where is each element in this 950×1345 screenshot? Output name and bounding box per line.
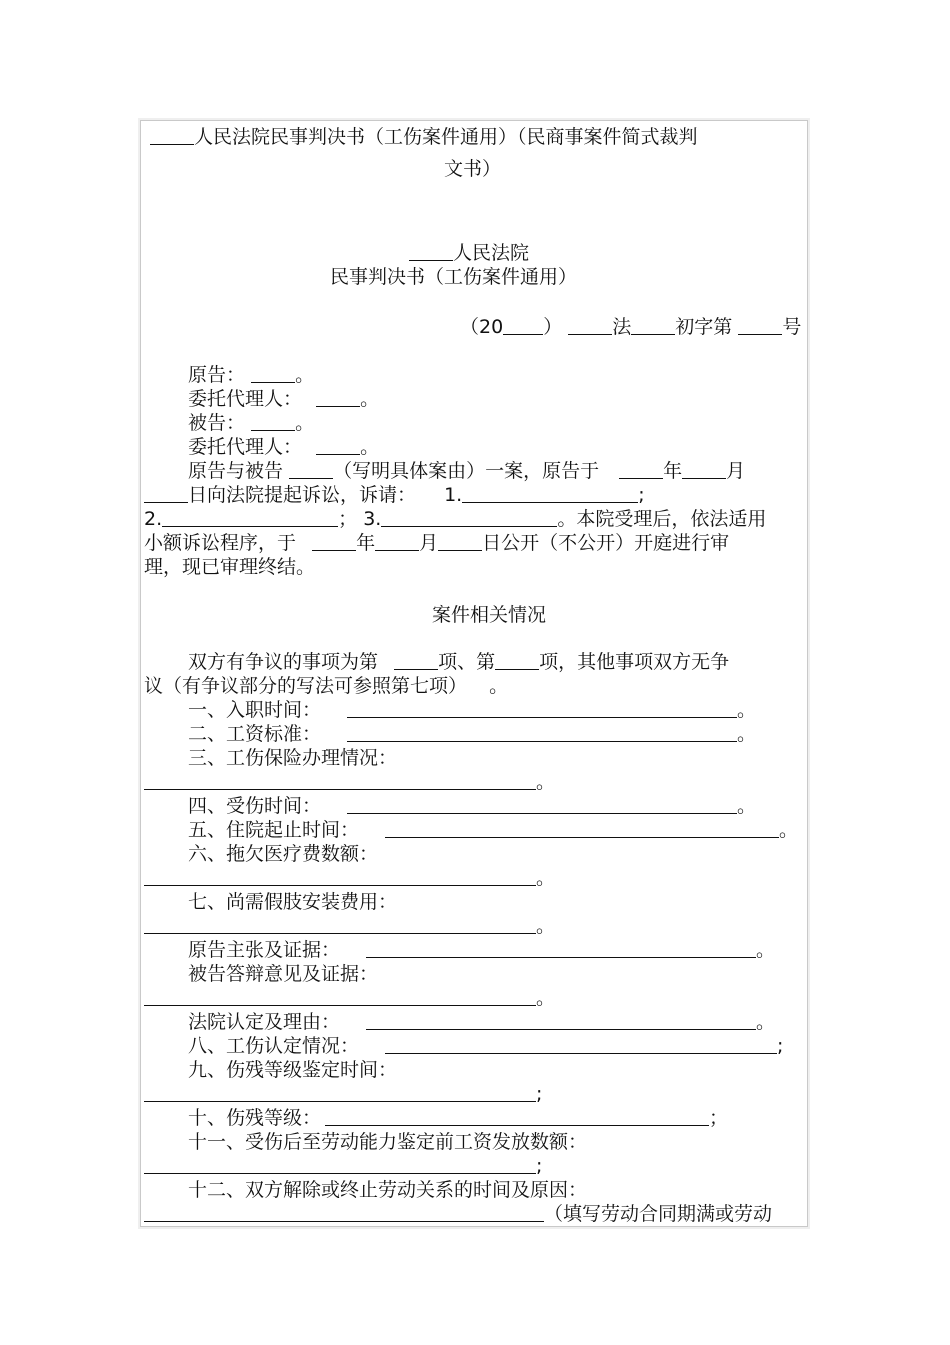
punct: 。	[360, 436, 380, 458]
blank	[347, 700, 737, 718]
blank	[144, 1084, 536, 1102]
item-label: 十一、受伤后至劳动能力鉴定前工资发放数额：	[188, 1131, 588, 1153]
text: 年	[356, 532, 376, 554]
blank	[619, 461, 663, 479]
intro-line-2	[144, 484, 645, 506]
text: 月	[726, 460, 746, 482]
blank	[144, 485, 188, 503]
document-title	[330, 266, 577, 288]
case-number	[460, 316, 801, 338]
text: 年	[663, 460, 683, 482]
item-5	[188, 819, 798, 841]
punct: 。	[536, 771, 556, 793]
court-finding	[188, 1011, 775, 1033]
punct: 。	[737, 795, 757, 817]
item-9	[188, 1059, 397, 1081]
blank	[409, 243, 453, 261]
item-label: 七、尚需假肢安装费用：	[188, 891, 398, 913]
text: 双方有争议的事项为第	[188, 651, 379, 673]
text: 理，现已审理终结。	[144, 556, 316, 578]
blank	[366, 940, 756, 958]
header-title-line-2	[444, 158, 501, 180]
blank	[438, 533, 482, 551]
item-label: 六、拖欠医疗费数额：	[188, 843, 379, 865]
case-no-part: ）	[543, 316, 563, 338]
blank	[568, 317, 612, 335]
item-label: 被告答辩意见及证据：	[188, 963, 379, 985]
punct: ；	[338, 508, 358, 530]
defendant-reply-blank	[144, 987, 555, 1009]
blank	[631, 317, 675, 335]
text: 2.	[144, 508, 163, 530]
text: 。本院受理后，依法适用	[557, 508, 767, 530]
blank	[366, 1012, 756, 1030]
blank	[682, 461, 726, 479]
case-no-part: （20	[460, 316, 504, 338]
case-no-part: 号	[782, 316, 802, 338]
blank	[394, 652, 438, 670]
punct: ;	[536, 1155, 543, 1177]
header-title-cont: 文书）	[444, 158, 502, 180]
item-1	[188, 699, 756, 721]
plaintiff-agent-line	[188, 388, 379, 410]
item-3-blank	[144, 771, 555, 793]
blank	[385, 820, 779, 838]
header-title: 人民法院民事判决书（工伤案件通用）（民商事案件简式裁判	[194, 126, 698, 148]
punct: 。	[360, 388, 380, 410]
intro-line-1	[188, 460, 745, 482]
dispute-line-2	[144, 675, 508, 697]
item-label: 二、工资标准：	[188, 723, 322, 745]
punct: 。	[756, 1011, 776, 1033]
blank	[381, 509, 557, 527]
defendant-line	[188, 412, 314, 434]
item-12	[188, 1179, 587, 1201]
text: 原告与被告	[188, 460, 284, 482]
item-label: 九、伤残等级鉴定时间：	[188, 1059, 398, 1081]
item-2	[188, 723, 756, 745]
item-8	[188, 1035, 783, 1057]
blank	[312, 533, 356, 551]
text: （写明具体案由）一案，原告于	[333, 460, 600, 482]
punct: 。	[737, 699, 757, 721]
blank	[251, 413, 295, 431]
item-label: 五、住院起止时间：	[188, 819, 360, 841]
blank	[144, 1156, 536, 1174]
blank	[144, 772, 536, 790]
dispute-line-1	[188, 651, 729, 673]
title-text: 民事判决书（工伤案件通用）	[330, 266, 578, 288]
item-11-blank	[144, 1155, 542, 1177]
punct: 。	[536, 867, 556, 889]
item-7-blank	[144, 915, 555, 937]
plaintiff-line	[188, 364, 314, 386]
defendant-reply	[188, 963, 378, 985]
plaintiff-agent-label: 委托代理人：	[188, 388, 303, 410]
text: 日公开（不公开）开庭进行审	[482, 532, 730, 554]
punct: ；	[709, 1107, 729, 1129]
blank	[738, 317, 782, 335]
defendant-label: 被告：	[188, 412, 246, 434]
item-11	[188, 1131, 587, 1153]
item-7	[188, 891, 397, 913]
blank	[495, 652, 539, 670]
court-label: 人民法院	[453, 242, 530, 264]
item-label: 十、伤残等级：	[188, 1107, 322, 1129]
case-no-part: 法	[612, 316, 632, 338]
blank	[150, 127, 194, 145]
item-10	[188, 1107, 728, 1129]
item-6-blank	[144, 867, 555, 889]
punct: 。	[489, 675, 509, 697]
item-12-blank	[144, 1203, 772, 1225]
plaintiff-label: 原告：	[188, 364, 246, 386]
punct: 。	[536, 987, 556, 1009]
blank	[375, 533, 419, 551]
item-note: （填写劳动合同期满或劳动	[544, 1203, 773, 1225]
blank	[289, 461, 333, 479]
text: 1.	[444, 484, 463, 506]
blank	[503, 317, 543, 335]
item-4	[188, 795, 756, 817]
defendant-agent-label: 委托代理人：	[188, 436, 303, 458]
section-title	[432, 604, 546, 626]
court-name	[409, 242, 529, 264]
blank	[162, 509, 338, 527]
text: 议（有争议部分的写法可参照第七项）	[144, 675, 468, 697]
punct: 。	[536, 915, 556, 937]
item-label: 法院认定及理由：	[188, 1011, 341, 1033]
plaintiff-claim	[188, 939, 775, 961]
item-label: 十二、双方解除或终止劳动关系的时间及原因：	[188, 1179, 588, 1201]
intro-line-5	[144, 556, 315, 578]
header-title-line-1	[150, 126, 698, 148]
item-3	[188, 747, 397, 769]
punct: 。	[295, 412, 315, 434]
blank	[144, 1204, 544, 1222]
blank	[144, 868, 536, 886]
blank	[316, 437, 360, 455]
blank	[144, 916, 536, 934]
blank	[462, 485, 638, 503]
text: 日向法院提起诉讼，诉请：	[188, 484, 417, 506]
section-title-text: 案件相关情况	[432, 604, 547, 626]
item-6	[188, 843, 378, 865]
blank	[385, 1036, 777, 1054]
text: 项、第	[438, 651, 496, 673]
punct: ;	[777, 1035, 784, 1057]
item-label: 四、受伤时间：	[188, 795, 322, 817]
blank	[251, 365, 295, 383]
text: 项，其他事项双方无争	[539, 651, 730, 673]
blank	[144, 988, 536, 1006]
text: 3.	[363, 508, 382, 530]
case-no-part: 初字第	[675, 316, 733, 338]
item-label: 一、入职时间：	[188, 699, 322, 721]
text: 小额诉讼程序，于	[144, 532, 297, 554]
item-label: 三、工伤保险办理情况：	[188, 747, 398, 769]
blank	[347, 796, 737, 814]
blank	[316, 389, 360, 407]
punct: ;	[638, 484, 645, 506]
text: 月	[419, 532, 439, 554]
punct: 。	[737, 723, 757, 745]
defendant-agent-line	[188, 436, 379, 458]
punct: 。	[295, 364, 315, 386]
punct: ;	[536, 1083, 543, 1105]
intro-line-4	[144, 532, 729, 554]
item-label: 八、工伤认定情况：	[188, 1035, 360, 1057]
item-label: 原告主张及证据：	[188, 939, 341, 961]
blank	[325, 1108, 709, 1126]
punct: 。	[756, 939, 776, 961]
item-9-blank	[144, 1083, 542, 1105]
blank	[347, 724, 737, 742]
punct: 。	[779, 819, 799, 841]
intro-line-3	[144, 508, 766, 530]
